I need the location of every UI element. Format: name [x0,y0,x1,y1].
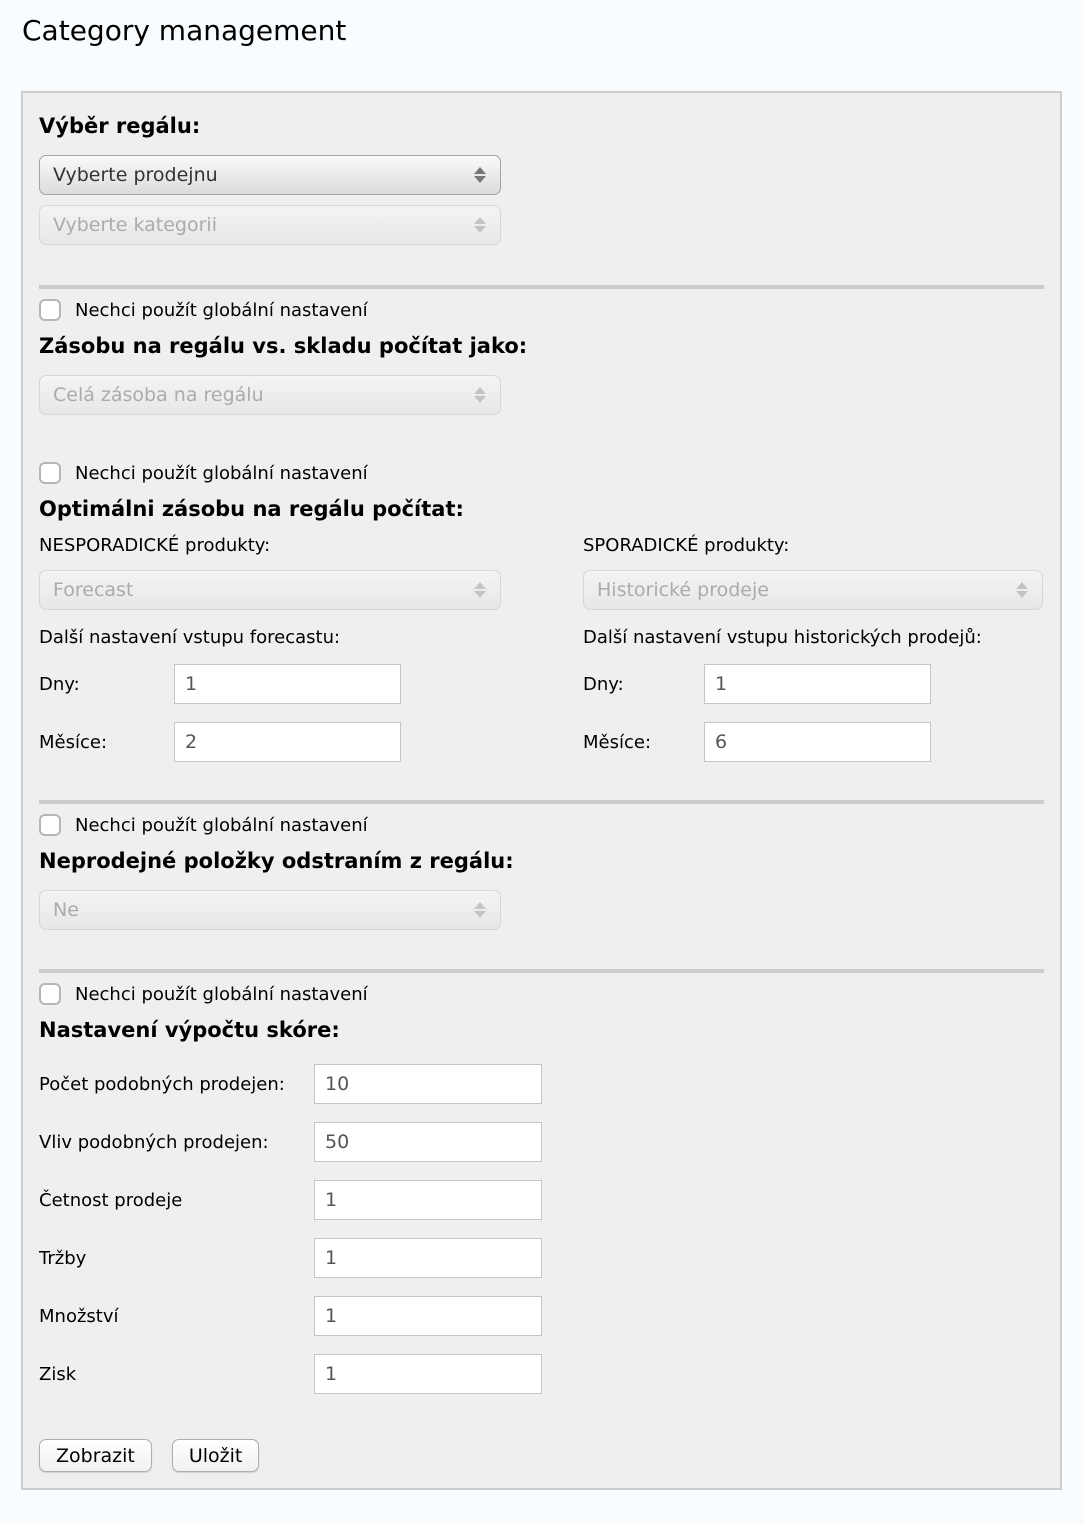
unsellable-section-heading: Neprodejné položky odstraním z regálu: [39,849,514,873]
revenue-input[interactable] [314,1238,542,1278]
score-row [39,1238,1044,1278]
unsellable-select [39,890,501,930]
score-row [39,1296,1044,1336]
global-settings-checkbox-label: Nechci použít globální nastavení [75,983,368,1005]
select-arrows-icon [1016,582,1028,598]
global-settings-checkbox-label: Nechci použít globální nastavení [75,299,368,321]
sporadic-label: SPORADICKÉ produkty: [583,535,790,556]
global-settings-optout-row [39,814,1044,836]
historic-days-label: Dny: [583,673,624,695]
nonsporadic-method-select-value: Forecast [53,579,134,601]
historic-months-input[interactable] [704,722,931,762]
score-section-heading: Nastavení výpočtu skóre: [39,1018,340,1042]
select-arrows-icon [474,387,486,403]
stock-count-select-value: Celá zásoba na regálu [53,384,264,406]
forecast-days-input[interactable] [174,664,401,704]
global-settings-checkbox[interactable] [39,983,61,1005]
action-buttons [39,1439,1044,1472]
stock-count-select [39,375,501,415]
similar-stores-influence-input[interactable] [314,1122,542,1162]
category-select [39,205,501,245]
forecast-settings-label: Další nastavení vstupu forecastu: [39,627,341,648]
similar-stores-influence-label: Vliv podobných prodejen: [39,1131,269,1153]
save-button[interactable]: Uložit [172,1439,260,1472]
forecast-days-row [39,664,583,704]
sale-frequency-label: Četnost prodeje [39,1189,183,1211]
global-settings-optout-row [39,462,1044,484]
section-divider [39,800,1044,804]
similar-stores-count-label: Počet podobných prodejen: [39,1073,285,1095]
global-settings-checkbox[interactable] [39,462,61,484]
stock-section-heading: Zásobu na regálu vs. skladu počítat jako: [39,334,528,358]
shelf-selection-heading: Výběr regálu: [39,114,201,138]
similar-stores-count-input[interactable] [314,1064,542,1104]
select-arrows-icon [474,217,486,233]
historic-months-label: Měsíce: [583,731,652,753]
page-title: Category management [22,14,347,47]
historic-settings-label: Další nastavení vstupu historických prodejů: [583,627,982,648]
score-row [39,1064,1044,1104]
show-button[interactable]: Zobrazit [39,1439,152,1472]
sporadic-method-select-value: Historické prodeje [597,579,769,601]
score-row [39,1354,1044,1394]
sporadic-method-select [583,570,1043,610]
revenue-label: Tržby [39,1247,87,1269]
global-settings-optout-row [39,299,1044,321]
store-select[interactable] [39,155,501,195]
nonsporadic-label: NESPORADICKÉ produkty: [39,535,271,556]
historic-days-row [583,664,1044,704]
store-select-value: Vyberte prodejnu [53,164,218,186]
forecast-months-row [39,722,583,762]
profit-label: Zisk [39,1363,77,1385]
optimal-section-heading: Optimálni zásobu na regálu počítat: [39,497,464,521]
sale-frequency-input[interactable] [314,1180,542,1220]
nonsporadic-column [39,535,583,762]
select-arrows-icon [474,582,486,598]
select-arrows-icon [474,902,486,918]
global-settings-checkbox[interactable] [39,814,61,836]
section-divider [39,969,1044,973]
sporadic-column [583,535,1044,762]
quantity-input[interactable] [314,1296,542,1336]
quantity-label: Množství [39,1305,119,1327]
nonsporadic-method-select [39,570,501,610]
section-divider [39,285,1044,289]
select-arrows-icon [474,167,486,183]
unsellable-select-value: Ne [53,899,79,921]
global-settings-checkbox[interactable] [39,299,61,321]
historic-days-input[interactable] [704,664,931,704]
global-settings-optout-row [39,983,1044,1005]
settings-panel [21,91,1062,1490]
global-settings-checkbox-label: Nechci použít globální nastavení [75,462,368,484]
profit-input[interactable] [314,1354,542,1394]
forecast-months-input[interactable] [174,722,401,762]
forecast-days-label: Dny: [39,673,80,695]
score-row [39,1180,1044,1220]
historic-months-row [583,722,1044,762]
forecast-months-label: Měsíce: [39,731,108,753]
global-settings-checkbox-label: Nechci použít globální nastavení [75,814,368,836]
score-row [39,1122,1044,1162]
category-select-value: Vyberte kategorii [53,214,217,236]
optimal-columns [39,535,1044,762]
